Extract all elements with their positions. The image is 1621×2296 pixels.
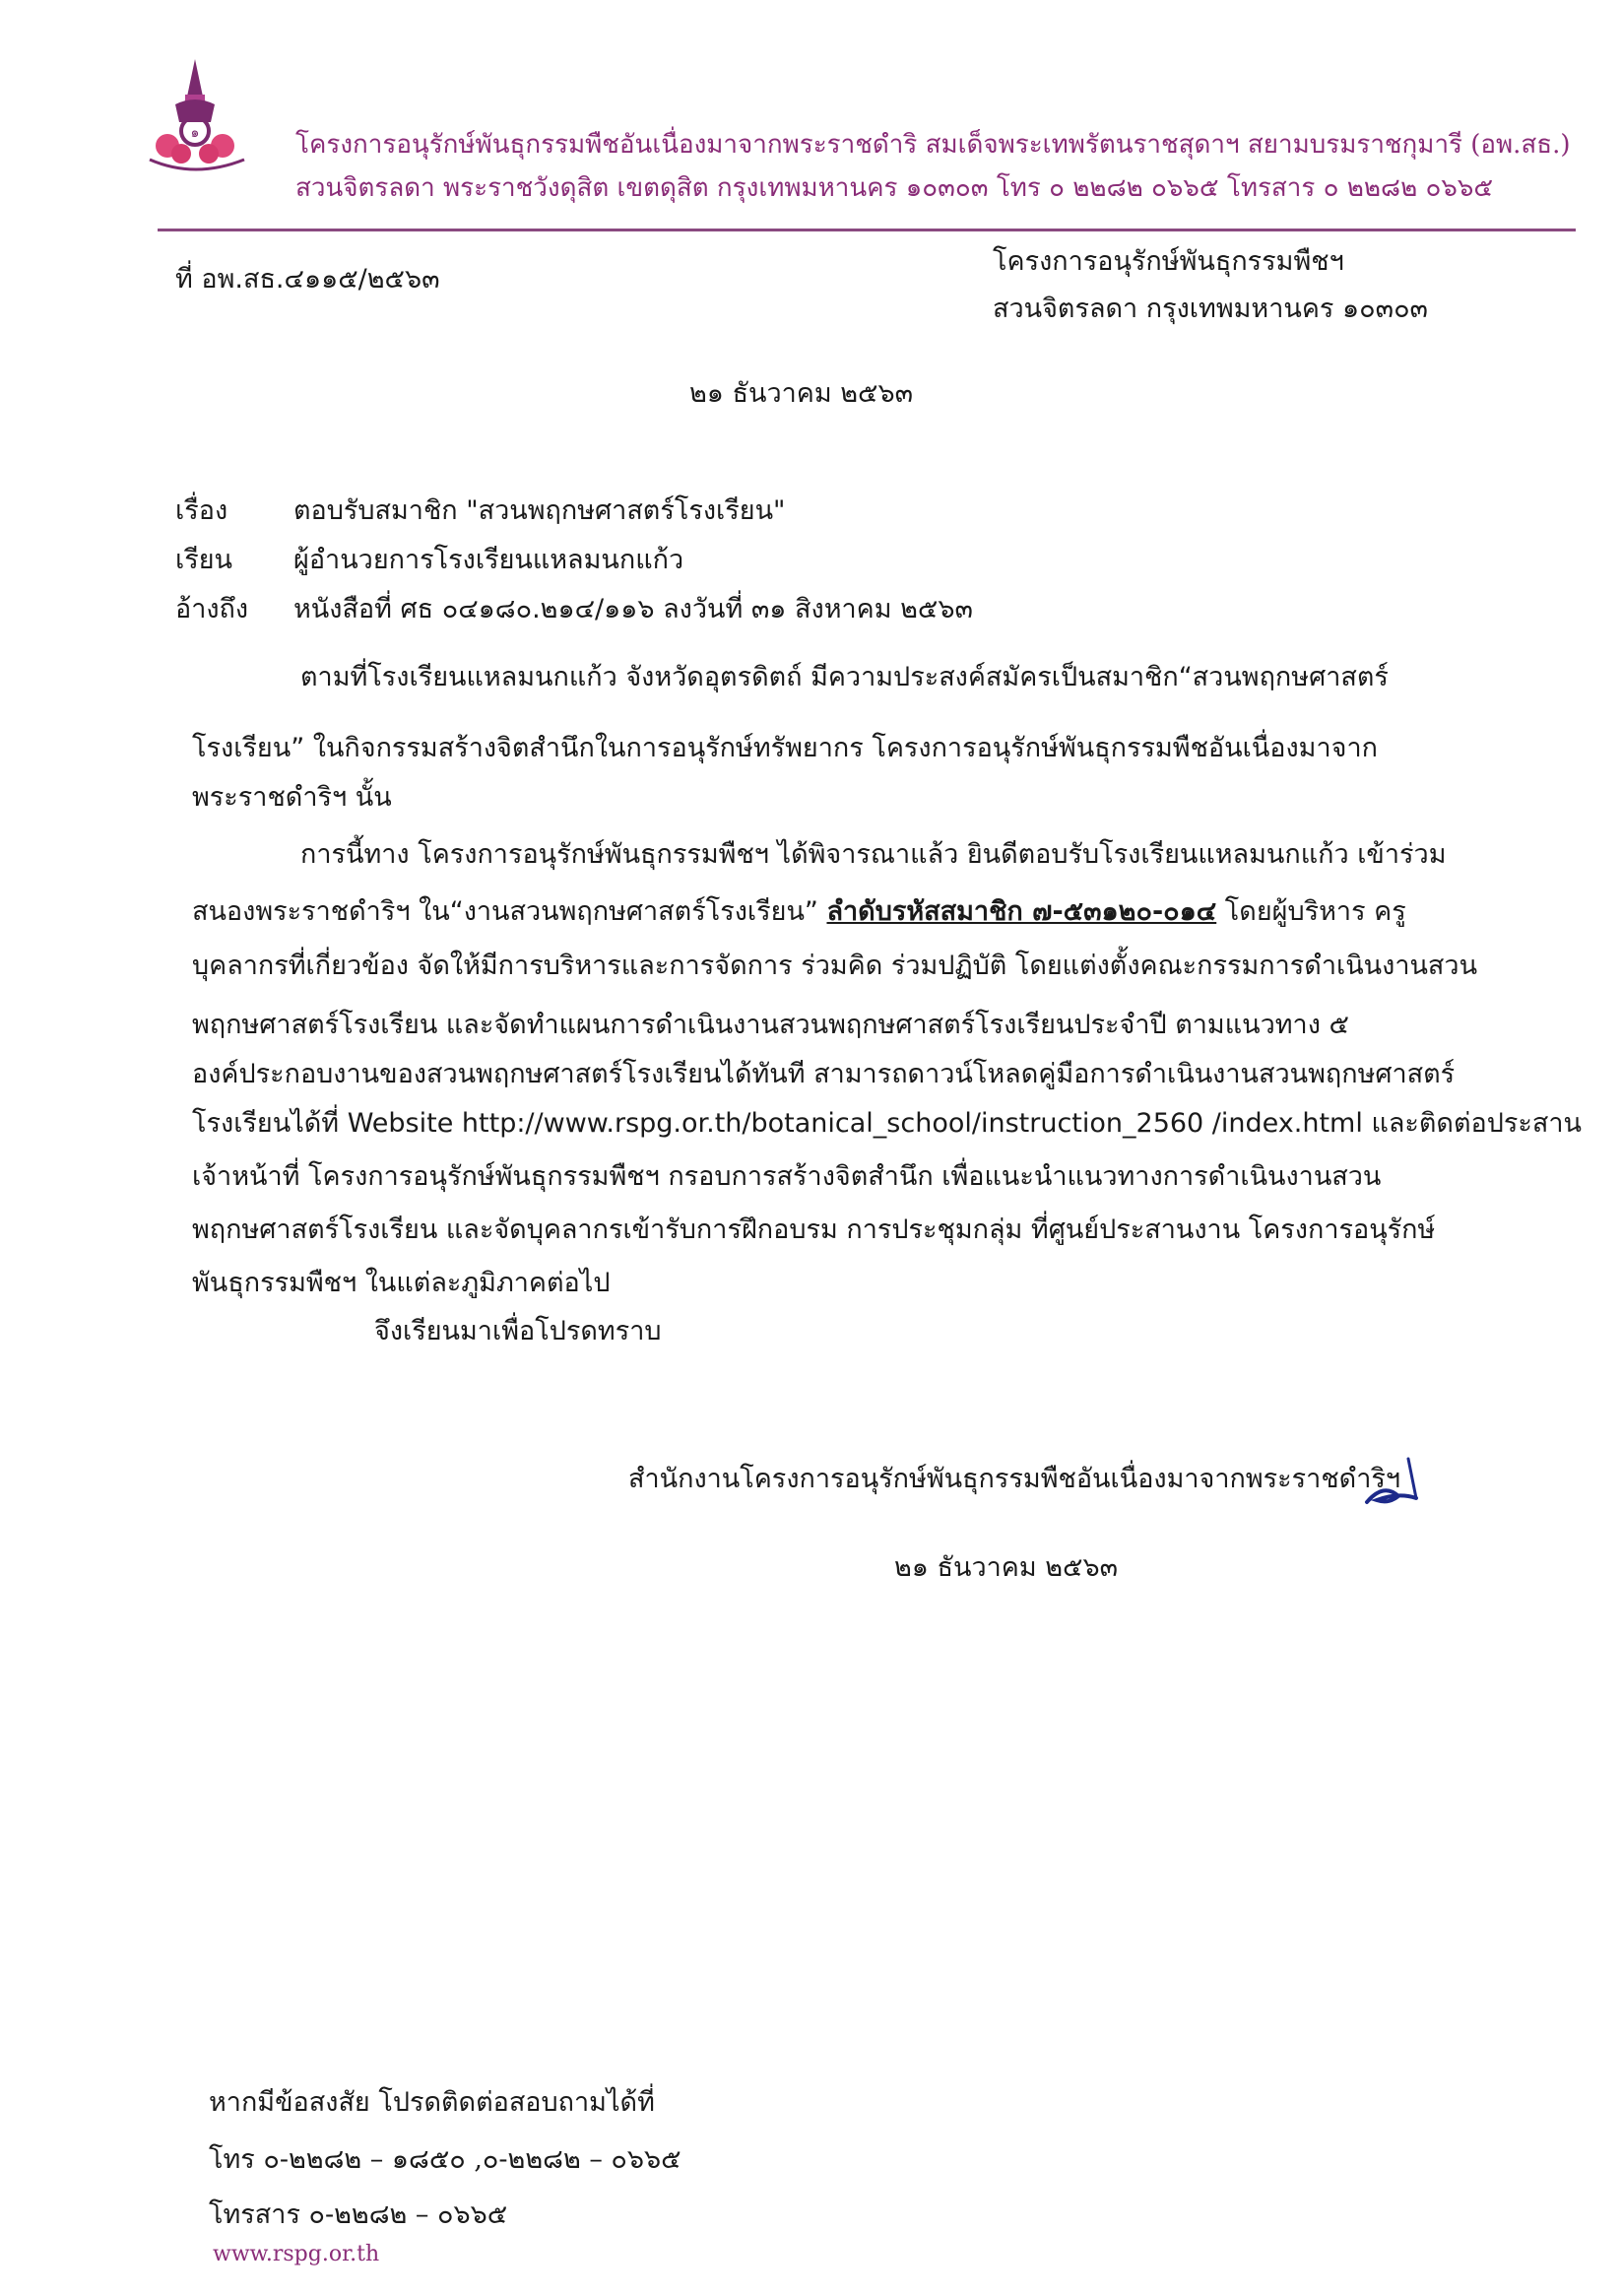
- footer-inquiry: หากมีข้อสงสัย โปรดติดต่อสอบถามได้ที่: [209, 2087, 655, 2118]
- reference-value: หนังสือที่ ศธ ๐๔๑๘๐.๒๑๔/๑๑๖ ลงวันที่ ๓๑ สิงหาคม ๒๕๖๓: [293, 594, 973, 624]
- signature: [1359, 1453, 1428, 1512]
- paragraph-2-line: เจ้าหน้าที่ โครงการอนุรักษ์พันธุกรรมพืชฯ กรอบการสร้างจิตสำนึก เพื่อแนะนำแนวทางการดำเนินงานสวน: [192, 1161, 1382, 1192]
- subject-value: ตอบรับสมาชิก "สวนพฤกษศาสตร์โรงเรียน": [293, 495, 786, 526]
- paragraph-2-line: การนี้ทาง โครงการอนุรักษ์พันธุกรรมพืชฯ ได้พิจารณาแล้ว ยินดีตอบรับโรงเรียนแหลมนกแก้ว เข้าร่วม: [300, 839, 1447, 870]
- svg-text:๑: ๑: [190, 125, 200, 141]
- recipient-value: ผู้อำนวยการโรงเรียนแหลมนกแก้ว: [293, 545, 684, 575]
- paragraph-2-line: [192, 889, 1406, 932]
- paragraph-2-line: พฤกษศาสตร์โรงเรียน และจัดทำแผนการดำเนินงานสวนพฤกษศาสตร์โรงเรียนประจำปี ตามแนวทาง ๕: [192, 1010, 1349, 1040]
- closing-text: จึงเรียนมาเพื่อโปรดทราบ: [374, 1316, 662, 1346]
- paragraph-2-line: บุคลากรที่เกี่ยวข้อง จัดให้มีการบริหารและการจัดการ ร่วมคิด ร่วมปฏิบัติ โดยแต่งตั้งคณะกรรมการดำเนินงานสวน: [192, 951, 1478, 981]
- paragraph-2-line: องค์ประกอบงานของสวนพฤกษศาสตร์โรงเรียนได้ทันที สามารถดาวน์โหลดคู่มือการดำเนินงานสวนพฤกษศาสตร์: [192, 1059, 1456, 1089]
- recipient-label: เรียน: [175, 545, 233, 575]
- paragraph-2-text: สนองพระราชดำริฯ ใน“งานสวนพฤกษศาสตร์โรงเรียน”: [192, 896, 827, 927]
- member-code: ลำดับรหัสสมาชิก ๗-๕๓๑๒๐-๐๑๔: [826, 896, 1217, 927]
- paragraph-1-line: โรงเรียน” ในกิจกรรมสร้างจิตสำนึกในการอนุรักษ์ทรัพยากร โครงการอนุรักษ์พันธุกรรมพืชอันเนื่องมาจาก: [192, 733, 1378, 763]
- footer-website-link[interactable]: www.rspg.or.th: [213, 2242, 380, 2266]
- organization-logo: [138, 57, 256, 173]
- reference-number: ที่ อพ.สธ.๔๑๑๕/๒๕๖๓: [175, 264, 440, 295]
- header-divider: [158, 229, 1576, 231]
- sender-address: สวนจิตรลดา กรุงเทพมหานคร ๑๐๓๐๓: [993, 294, 1429, 324]
- date-bottom: ๒๑ ธันวาคม ๒๕๖๓: [894, 1552, 1119, 1583]
- paragraph-2-line: โรงเรียนได้ที่ Website http://www.rspg.or.th/botanical_school/instruction_2560 /index.html และติดต่อประสาน: [192, 1108, 1582, 1139]
- date-top: ๒๑ ธันวาคม ๒๕๖๓: [689, 378, 914, 409]
- paragraph-2-line: พฤกษศาสตร์โรงเรียน และจัดบุคลากรเข้ารับการฝึกอบรม การประชุมกลุ่ม ที่ศูนย์ประสานงาน โครงการอนุรักษ์: [192, 1214, 1436, 1245]
- header-organization-name: โครงการอนุรักษ์พันธุกรรมพืชอันเนื่องมาจากพระราชดำริ สมเด็จพระเทพรัตนราชสุดาฯ สยามบรมราชกุมารี (อพ.สธ.): [295, 130, 1571, 160]
- sender-name: โครงการอนุรักษ์พันธุกรรมพืชฯ: [993, 246, 1344, 277]
- signature-office: สำนักงานโครงการอนุรักษ์พันธุกรรมพืชอันเนื่องมาจากพระราชดำริฯ: [628, 1464, 1401, 1494]
- paragraph-1-line: พระราชดำริฯ นั้น: [192, 782, 392, 813]
- paragraph-2-line: พันธุกรรมพืชฯ ในแต่ละภูมิภาคต่อไป: [192, 1268, 611, 1298]
- reference-label: อ้างถึง: [175, 594, 249, 624]
- paragraph-1-line: ตามที่โรงเรียนแหลมนกแก้ว จังหวัดอุตรดิตถ์ มีความประสงค์สมัครเป็นสมาชิก“สวนพฤกษศาสตร์: [300, 662, 1389, 692]
- subject-label: เรื่อง: [175, 495, 228, 526]
- paragraph-2-text: โดยผู้บริหาร ครู: [1216, 896, 1406, 927]
- header-address: สวนจิตรลดา พระราชวังดุสิต เขตดุสิต กรุงเทพมหานคร ๑๐๓๐๓ โทร ๐ ๒๒๘๒ ๐๖๖๕ โทรสาร ๐ ๒๒๘๒ ๐๖๖๕: [295, 173, 1494, 203]
- footer-phone: โทร ๐-๒๒๘๒ – ๑๘๕๐ ,๐-๒๒๘๒ – ๐๖๖๕: [209, 2144, 681, 2175]
- footer-fax: โทรสาร ๐-๒๒๘๒ – ๐๖๖๕: [209, 2199, 508, 2230]
